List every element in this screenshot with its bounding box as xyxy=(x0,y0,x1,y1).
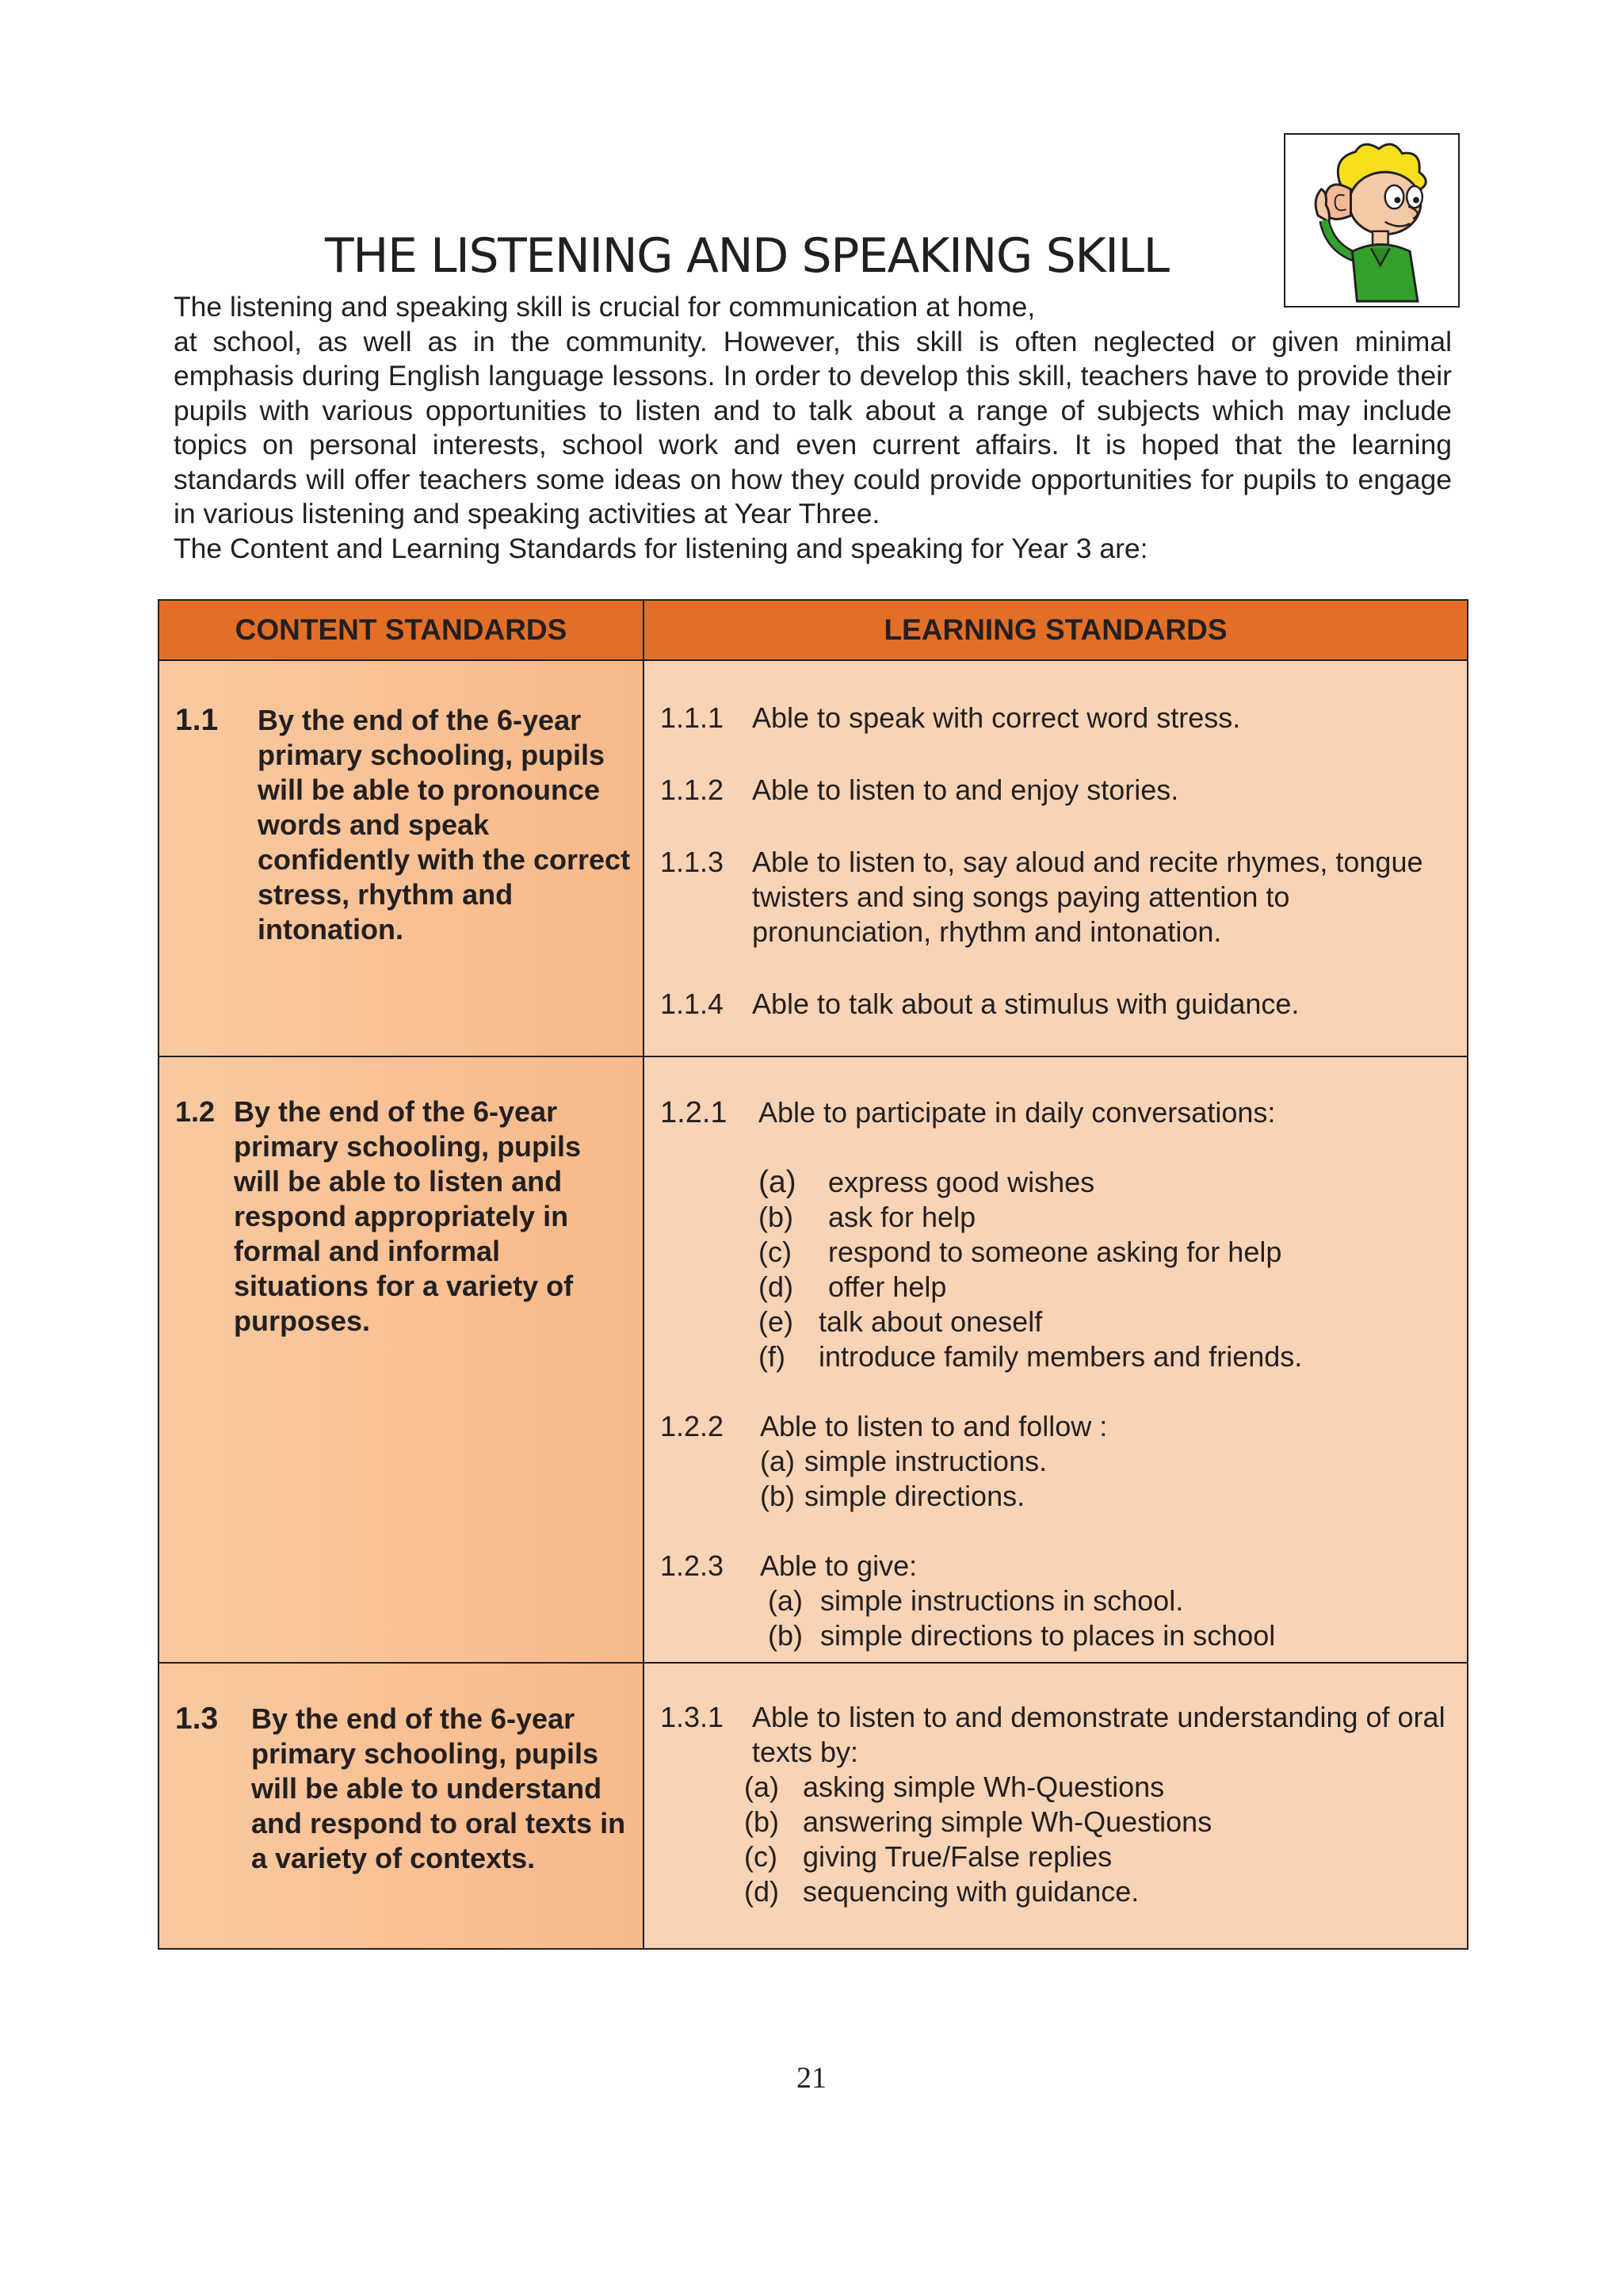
learning-standards-header: LEARNING STANDARDS xyxy=(643,600,1468,660)
learning-standard-number: 1.2.3 xyxy=(660,1549,724,1582)
sub-item-label: (f) xyxy=(758,1340,785,1373)
sub-item xyxy=(768,1584,1448,1618)
learning-standard-cell xyxy=(643,660,1468,1056)
learning-standard-text: Able to listen to and follow : xyxy=(760,1410,1108,1442)
sub-item-label: (b) xyxy=(760,1480,795,1512)
sub-item xyxy=(758,1339,1448,1374)
sub-item-text: talk about oneself xyxy=(819,1305,1043,1338)
learning-standard-text: Able to give: xyxy=(760,1549,918,1582)
sub-item-label: (a) xyxy=(758,1165,796,1199)
learning-standard-item xyxy=(644,701,1467,735)
sub-item xyxy=(758,1200,1448,1235)
sub-item-text: ask for help xyxy=(828,1201,976,1233)
sub-item-text: respond to someone asking for help xyxy=(828,1236,1282,1268)
sub-item-text: sequencing with guidance. xyxy=(803,1875,1140,1908)
sub-item-label: (a) xyxy=(760,1445,795,1477)
sub-item xyxy=(758,1305,1448,1339)
sub-item-label: (b) xyxy=(768,1619,803,1652)
sub-item-text: express good wishes xyxy=(828,1166,1095,1198)
sub-item xyxy=(758,1165,1448,1200)
sub-item xyxy=(744,1839,1448,1874)
intro-first-line: The listening and speaking skill is crucial for communication at home, xyxy=(174,291,1036,323)
intro-paragraph xyxy=(174,325,1452,567)
content-standard-cell xyxy=(158,660,643,1056)
table-row xyxy=(158,1056,1468,1663)
sub-item xyxy=(768,1618,1448,1653)
content-standard-number: 1.1 xyxy=(175,703,219,737)
learning-standard-item xyxy=(644,773,1467,808)
content-standard-number: 1.3 xyxy=(175,1702,219,1736)
sub-item-text: simple instructions in school. xyxy=(820,1584,1184,1617)
boy-listening-illustration xyxy=(1284,133,1460,308)
page-number: 21 xyxy=(796,2061,827,2095)
learning-standard-item xyxy=(644,1095,1467,1374)
sub-item-list xyxy=(758,1165,1448,1374)
content-standard-text: By the end of the 6-year primary schooling, pupils will be able to listen and respond appropriately in formal and informal situations for a variety of purposes. xyxy=(234,1095,582,1337)
learning-standard-number: 1.3.1 xyxy=(660,1701,724,1733)
sub-item-text: offer help xyxy=(828,1270,947,1303)
content-standard-number: 1.2 xyxy=(175,1095,216,1128)
learning-standard-item xyxy=(644,987,1467,1022)
sub-item xyxy=(760,1444,1448,1479)
sub-item-label: (d) xyxy=(744,1875,779,1908)
sub-item-label: (d) xyxy=(758,1270,793,1303)
sub-item-label: (a) xyxy=(744,1771,779,1803)
learning-standard-number: 1.2.2 xyxy=(660,1410,724,1442)
content-standard xyxy=(159,1057,643,1339)
sub-item-label: (b) xyxy=(758,1201,793,1233)
learning-standard-text: Able to listen to and demonstrate understanding of oral texts by: xyxy=(752,1701,1445,1768)
learning-standard-text: Able to speak with correct word stress. xyxy=(752,701,1241,734)
sub-item-label: (c) xyxy=(744,1840,777,1873)
table-row xyxy=(158,660,1468,1056)
learning-standard-item xyxy=(644,1409,1467,1514)
sub-item-list xyxy=(760,1584,1448,1653)
content-standard xyxy=(159,661,643,947)
learning-standard-item xyxy=(644,845,1467,949)
sub-item-list xyxy=(744,1770,1448,1909)
sub-item xyxy=(758,1235,1448,1270)
learning-standard-number: 1.1.1 xyxy=(660,701,724,734)
sub-item xyxy=(744,1770,1448,1805)
content-standard-text: By the end of the 6-year primary schooling, pupils will be able to pronounce words and speak confidently with the correct stress, rhythm and intonation. xyxy=(258,704,631,946)
learning-standard-text: Able to listen to and enjoy stories. xyxy=(752,774,1179,806)
learning-standard-text: Able to participate in daily conversations: xyxy=(758,1096,1276,1129)
table-header-row xyxy=(158,600,1468,660)
learning-standard-item xyxy=(644,1549,1467,1653)
learning-standard-number: 1.1.4 xyxy=(660,988,724,1020)
standards-table xyxy=(158,599,1468,1950)
sub-item-text: giving True/False replies xyxy=(803,1840,1113,1873)
learning-standard-number: 1.2.1 xyxy=(660,1096,727,1129)
sub-item-text: simple directions to places in school xyxy=(820,1619,1276,1652)
learning-standard-text: Able to talk about a stimulus with guidance. xyxy=(752,988,1300,1020)
sub-item-label: (b) xyxy=(744,1805,779,1838)
learning-standard-text: Able to listen to, say aloud and recite rhymes, tongue twisters and sing songs paying attention to pronunciation, rhythm and intonation. xyxy=(752,846,1423,948)
content-standard-text: By the end of the 6-year primary schooling, pupils will be able to understand and respond to oral texts in a variety of contexts. xyxy=(251,1702,626,1874)
sub-item xyxy=(758,1270,1448,1305)
sub-item xyxy=(744,1805,1448,1839)
page-title: THE LISTENING AND SPEAKING SKILL xyxy=(325,228,1169,284)
sub-item-label: (c) xyxy=(758,1236,792,1268)
sub-item-text: answering simple Wh-Questions xyxy=(803,1805,1212,1838)
boy-listening-cartoon-icon xyxy=(1285,135,1458,306)
sub-item-text: simple instructions. xyxy=(804,1445,1048,1477)
content-standards-header: CONTENT STANDARDS xyxy=(158,600,643,660)
intro-body-text: at school, as well as in the community. However, this skill is often neglected or given minimal emphasis during English language lessons. In order to develop this skill, teachers have to provide their pupils with various opportunities to listen and to talk about a range of subjects which may include topics on personal interests, school work and even current affairs. It is hoped that the learning standards will offer teachers some ideas on how they could provide opportunities for pupils to engage in various listening and speaking activities at Year Three. xyxy=(174,325,1452,529)
intro-last-line: The Content and Learning Standards for listening and speaking for Year 3 are: xyxy=(174,532,1148,564)
content-standard-cell xyxy=(158,1056,643,1663)
sub-item xyxy=(760,1479,1448,1514)
sub-item-list xyxy=(760,1444,1448,1514)
sub-item-text: introduce family members and friends. xyxy=(819,1340,1303,1373)
sub-item xyxy=(744,1874,1448,1909)
sub-item-label: (a) xyxy=(768,1584,803,1617)
table-row xyxy=(158,1663,1468,1949)
learning-standard-cell xyxy=(643,1663,1468,1949)
learning-standard-item xyxy=(644,1700,1467,1909)
sub-item-text: asking simple Wh-Questions xyxy=(803,1771,1165,1803)
content-standard xyxy=(159,1664,643,1876)
content-standard-cell xyxy=(158,1663,643,1949)
learning-standard-number: 1.1.3 xyxy=(660,846,724,878)
sub-item-label: (e) xyxy=(758,1305,793,1338)
learning-standard-cell xyxy=(643,1056,1468,1663)
sub-item-text: simple directions. xyxy=(804,1480,1025,1512)
learning-standard-number: 1.1.2 xyxy=(660,774,724,806)
